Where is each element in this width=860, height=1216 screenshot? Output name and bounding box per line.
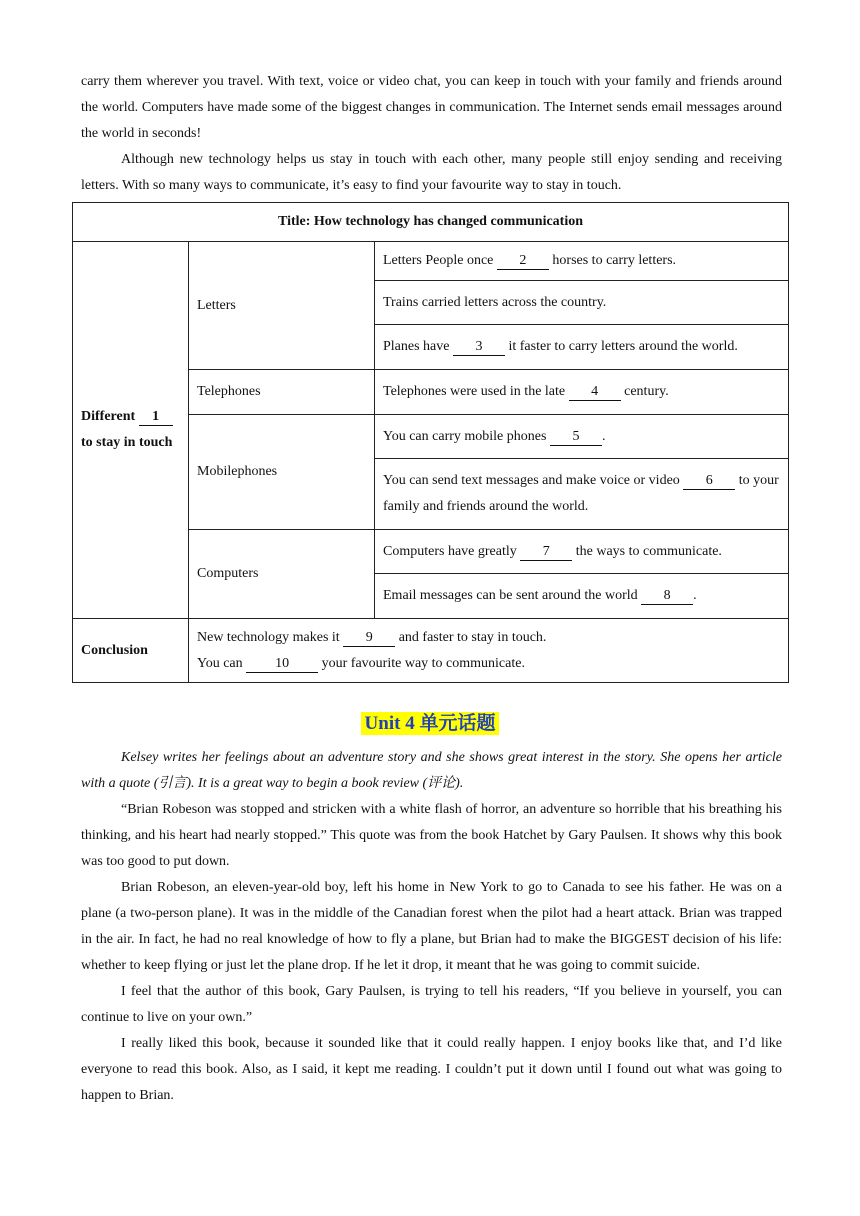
unit-heading bbox=[0, 708, 860, 735]
text: it faster to carry letters around the world. bbox=[508, 339, 738, 354]
text: your favourite way to communicate. bbox=[321, 655, 525, 671]
intro-paragraph-2: Although new technology helps us stay in touch with each other, many people still enjoy sending and receiving letters. With so many ways to communicate, it’s easy to find your favourite way to stay in touch. bbox=[81, 152, 782, 193]
unit-heading-text: Unit 4 单元话题 bbox=[361, 712, 500, 735]
letters-row-2: Trains carried letters across the country. bbox=[375, 281, 789, 325]
unit-paragraph-3: I feel that the author of this book, Gary Paulsen, is trying to tell his readers, “If you believe in yourself, you can continue to live on your own.” bbox=[81, 984, 782, 1025]
unit-paragraph-4: I really liked this book, because it sounded like that it could really happen. I enjoy books like that, and I’d like everyone to read this book. Also, as I said, it kept me reading. I couldn’t put it down until I found out what was going to happen to Brian. bbox=[81, 1036, 782, 1103]
mobilephones-row-1 bbox=[375, 415, 789, 459]
computers-row-2 bbox=[375, 574, 789, 619]
row-label-telephones: Telephones bbox=[189, 370, 375, 415]
text: century. bbox=[624, 384, 669, 399]
side-label-text: Different bbox=[81, 409, 136, 424]
row-label-mobilephones: Mobilephones bbox=[189, 415, 375, 530]
unit-paragraph-1: “Brian Robeson was stopped and stricken with a white flash of horror, an adventure so horrible that his breathing his thinking, and his heart had nearly stopped.” This quote was from the book Hatchet by Gary Paulsen. It shows why this book was too good to put down. bbox=[81, 802, 782, 869]
blank-1[interactable]: 1 bbox=[139, 409, 173, 426]
text: You can bbox=[197, 655, 243, 671]
letters-row-3 bbox=[375, 325, 789, 370]
side-label-cell bbox=[73, 242, 189, 619]
unit-text bbox=[81, 745, 782, 1109]
text: New technology makes it bbox=[197, 629, 340, 645]
text: horses to carry letters. bbox=[552, 253, 677, 268]
side-label-text-2: to stay in touch bbox=[81, 435, 173, 450]
text: . bbox=[601, 428, 606, 444]
text: You can carry mobile phones bbox=[383, 428, 547, 444]
text: Letters People once bbox=[383, 253, 494, 268]
blank-2[interactable]: 2 bbox=[497, 253, 549, 270]
text: You can send text messages and make voice or video bbox=[383, 473, 680, 488]
text: Email messages can be sent around the world bbox=[383, 588, 638, 603]
text: . bbox=[693, 588, 697, 603]
blank-8[interactable]: 8 bbox=[641, 588, 693, 605]
intro-text bbox=[81, 69, 782, 199]
unit-paragraph-2: Brian Robeson, an eleven-year-old boy, left his home in New York to go to Canada to see his father. He was on a plane (a two-person plane). It was in the middle of the Canadian forest when the pilot had a heart attack. Brian was trapped in the air. In fact, he had no real knowledge of how to fly a plane, but Brian had to make the BIGGEST decision of his life: whether to keep flying or just let the plane drop. If he let it drop, it meant that he was going to commit suicide. bbox=[81, 880, 782, 973]
text: and faster to stay in touch. bbox=[398, 629, 547, 645]
conclusion-label: Conclusion bbox=[73, 619, 189, 683]
blank-4[interactable]: 4 bbox=[569, 384, 621, 401]
letters-row-1 bbox=[375, 242, 789, 281]
row-label-computers: Computers bbox=[189, 530, 375, 619]
blank-3[interactable]: 3 bbox=[453, 339, 505, 356]
blank-5[interactable]: 5 bbox=[550, 429, 602, 446]
blank-6[interactable]: 6 bbox=[683, 473, 735, 490]
text: to your family and friends around the world. bbox=[383, 473, 779, 514]
information-table bbox=[72, 202, 789, 683]
mobilephones-row-2 bbox=[375, 459, 789, 530]
table-title: Title: How technology has changed communication bbox=[73, 203, 789, 242]
blank-10[interactable]: 10 bbox=[246, 656, 318, 673]
telephones-row-1 bbox=[375, 370, 789, 415]
text: the ways to communicate. bbox=[575, 543, 722, 559]
intro-paragraph-1: carry them wherever you travel. With text, voice or video chat, you can keep in touch with your family and friends around the world. Computers have made some of the biggest changes in communication. The Internet sends email messages around the world in seconds! bbox=[81, 74, 782, 141]
blank-7[interactable]: 7 bbox=[520, 544, 572, 561]
text: Computers have greatly bbox=[383, 543, 517, 559]
row-label-letters: Letters bbox=[189, 242, 375, 370]
unit-intro: Kelsey writes her feelings about an adventure story and she shows great interest in the story. She opens her article with a quote (引言). It is a great way to begin a book review (评论). bbox=[81, 750, 782, 791]
blank-9[interactable]: 9 bbox=[343, 630, 395, 647]
text: Planes have bbox=[383, 339, 450, 354]
conclusion-cell bbox=[189, 619, 789, 683]
text: Telephones were used in the late bbox=[383, 384, 566, 399]
computers-row-1 bbox=[375, 530, 789, 574]
